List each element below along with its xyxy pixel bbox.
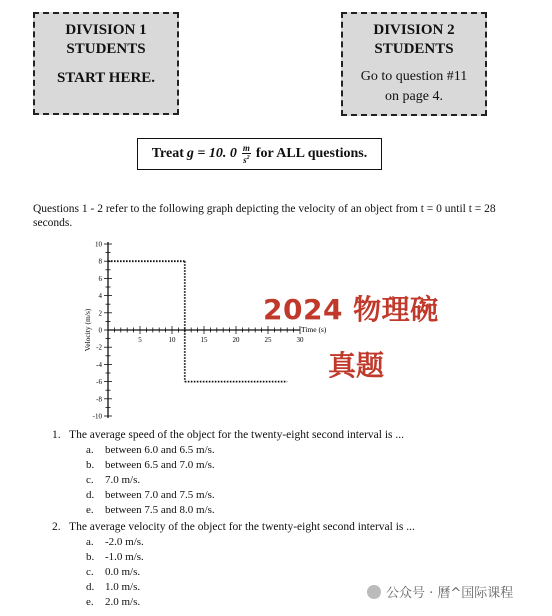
y-axis-label: Velocity (m/s): [83, 308, 92, 352]
x-tick-label: 30: [296, 336, 304, 344]
wechat-brand: 公众号 · 曆^国际课程: [367, 582, 513, 601]
option-letter: d.: [86, 489, 95, 501]
division-2-subtitle: STUDENTS: [374, 41, 454, 57]
option-text: -1.0 m/s.: [105, 551, 144, 563]
division-2-title: DIVISION 2: [373, 22, 455, 38]
option-letter: e.: [86, 504, 94, 516]
division-2-box: [341, 12, 487, 116]
q1-option-3: [86, 488, 215, 503]
y-tick-label: 2: [98, 309, 102, 318]
option-letter: c.: [86, 566, 94, 578]
y-tick-label: -8: [96, 395, 102, 404]
gravity-note-box: Treat g = 10. 0 $\frac{m}{s^2}$ for ALL questions.: [137, 138, 382, 170]
intro-text: Questions 1 - 2 refer to the following graph depicting the velocity of an object from t = 0 until t = 28 seconds.: [33, 203, 496, 229]
y-tick-label: 0: [98, 326, 102, 335]
option-letter: a.: [86, 444, 94, 456]
option-letter: c.: [86, 474, 94, 486]
graph-marks: [108, 261, 287, 381]
y-tick-label: 8: [98, 257, 102, 266]
y-tick-label: -2: [96, 343, 102, 352]
x-tick-label: 15: [200, 336, 208, 344]
q2-option-0: [86, 535, 144, 550]
option-text: 1.0 m/s.: [105, 581, 141, 593]
option-text: between 6.5 and 7.0 m/s.: [105, 459, 215, 471]
gravity-value: g = 10. 0: [186, 146, 237, 161]
x-tick-label: 10: [168, 336, 176, 344]
option-letter: b.: [86, 459, 95, 471]
option-letter: d.: [86, 581, 95, 593]
question-1: 1. The average speed of the object for the twenty-eight second interval is ...: [52, 429, 405, 441]
division-1-instruction: START HERE.: [56, 70, 156, 86]
option-letter: e.: [86, 596, 94, 608]
q1-option-1: [86, 458, 215, 473]
q1-option-4: [86, 503, 215, 518]
y-tick-label: -6: [96, 378, 102, 387]
y-tick-label: -4: [96, 360, 102, 369]
division-1-title: DIVISION 1: [65, 22, 147, 38]
y-tick-label: 10: [95, 240, 102, 249]
q2-option-4: [86, 595, 144, 610]
division-1-subtitle: STUDENTS: [66, 41, 146, 57]
q2-option-2: [86, 565, 144, 580]
watermark-title: 2024 物理碗: [263, 293, 439, 326]
option-letter: b.: [86, 551, 95, 563]
division-2-instruction: Go to question #11 on page 4.: [360, 69, 468, 104]
question-1-options: [86, 443, 215, 518]
x-axis-label: Time (s): [301, 325, 327, 334]
q2-option-1: [86, 550, 144, 565]
division-1-box: [33, 12, 179, 115]
question-2: 2. The average velocity of the object for the twenty-eight second interval is ...: [52, 521, 415, 533]
y-tick-label: -10: [92, 412, 102, 421]
option-text: -2.0 m/s.: [105, 536, 144, 548]
q2-option-3: [86, 580, 144, 595]
watermark-subtitle: 真题: [328, 349, 385, 382]
y-tick-label: 4: [98, 292, 102, 301]
option-text: between 6.0 and 6.5 m/s.: [105, 444, 215, 456]
option-text: 0.0 m/s.: [105, 566, 141, 578]
wechat-icon: [367, 585, 381, 599]
x-tick-label: 25: [264, 336, 272, 344]
q1-option-2: [86, 473, 215, 488]
option-text: between 7.5 and 8.0 m/s.: [105, 504, 215, 516]
gravity-unit: $\frac{m}{s^2}$: [242, 142, 250, 165]
y-tick-label: 6: [98, 274, 102, 283]
option-text: 7.0 m/s.: [105, 474, 141, 486]
velocity-time-graph: [80, 238, 327, 423]
x-tick-label: 5: [138, 336, 142, 344]
question-2-options: [86, 535, 144, 610]
x-tick-label: 20: [232, 336, 240, 344]
option-text: between 7.0 and 7.5 m/s.: [105, 489, 215, 501]
option-letter: a.: [86, 536, 94, 548]
q1-option-0: [86, 443, 215, 458]
option-text: 2.0 m/s.: [105, 596, 141, 608]
graph-axes: [93, 241, 304, 421]
